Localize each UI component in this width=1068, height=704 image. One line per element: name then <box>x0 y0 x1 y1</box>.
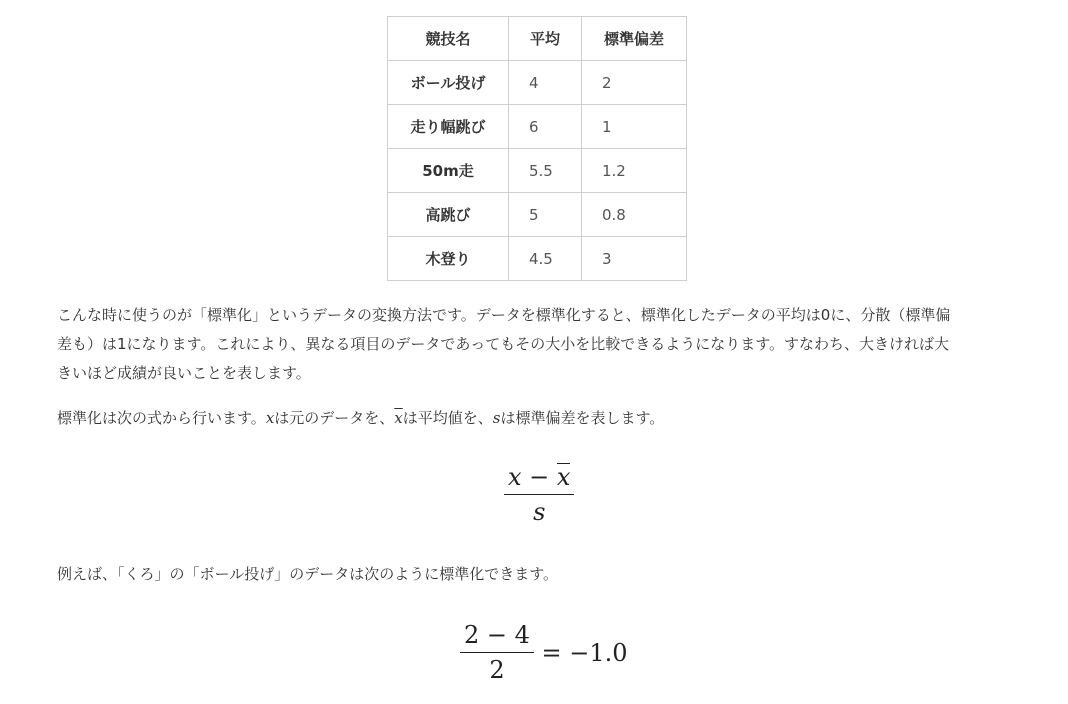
example-paragraph: 例えば、「くろ」の「ボール投げ」のデータは次のように標準化できます。 <box>57 565 559 583</box>
paragraph-line: きいほど成績が良いことを表します。 <box>57 364 311 382</box>
row-event-name: 走り幅跳び <box>388 105 509 149</box>
row-sd: 3 <box>582 237 687 281</box>
table-row <box>388 237 687 281</box>
formula-denominator: s <box>533 498 546 526</box>
standardization-formula <box>504 462 574 527</box>
row-mean: 4.5 <box>509 237 582 281</box>
row-sd: 1 <box>582 105 687 149</box>
var-s: s <box>492 409 501 427</box>
row-event-name: 高跳び <box>388 193 509 237</box>
formula-explanation-paragraph <box>57 404 1017 433</box>
row-sd: 2 <box>582 61 687 105</box>
table-row <box>388 193 687 237</box>
row-event-name: 木登り <box>388 237 509 281</box>
header-mean: 平均 <box>509 17 582 61</box>
row-mean: 4 <box>509 61 582 105</box>
paragraph-line: 差も）は1になります。これにより、異なる項目のデータであってもその大小を比較できるようになります。すなわち、大きければ大 <box>57 335 949 353</box>
table-header-row <box>388 17 687 61</box>
var-xbar: $\overline{x}$ <box>394 409 403 427</box>
table-row <box>388 149 687 193</box>
header-event-name: 競技名 <box>388 17 509 61</box>
row-mean: 6 <box>509 105 582 149</box>
row-sd: 1.2 <box>582 149 687 193</box>
paragraph-text: 標準化は次の式から行います。 <box>57 409 266 427</box>
row-mean: 5.5 <box>509 149 582 193</box>
example-formula <box>460 620 628 685</box>
standardization-intro-paragraph <box>57 301 1017 388</box>
example-result: = −1.0 <box>533 638 628 667</box>
paragraph-text: は平均値を、 <box>402 409 493 427</box>
numerator-x: x <box>508 463 522 491</box>
paragraph-text: は標準偏差を表します。 <box>500 409 665 427</box>
paragraph-line: こんな時に使うのが「標準化」というデータの変換方法です。データを標準化すると、標準化したデータの平均は0に、分散（標準偏 <box>57 306 951 324</box>
stats-table <box>387 16 687 281</box>
example-denominator: 2 <box>489 656 505 684</box>
row-sd: 0.8 <box>582 193 687 237</box>
row-event-name: 50m走 <box>388 149 509 193</box>
row-mean: 5 <box>509 193 582 237</box>
paragraph-text: は元のデータを、 <box>274 409 395 427</box>
table-row <box>388 61 687 105</box>
numerator-minus: − <box>521 463 557 491</box>
formula-fraction <box>504 462 574 527</box>
var-x: x <box>265 409 275 427</box>
example-fraction <box>460 620 534 685</box>
numerator-xbar: x <box>556 463 571 491</box>
formula-numerator <box>504 462 574 495</box>
header-sd: 標準偏差 <box>582 17 687 61</box>
row-event-name: ボール投げ <box>388 61 509 105</box>
table-row <box>388 105 687 149</box>
example-numerator: 2 − 4 <box>460 620 534 653</box>
